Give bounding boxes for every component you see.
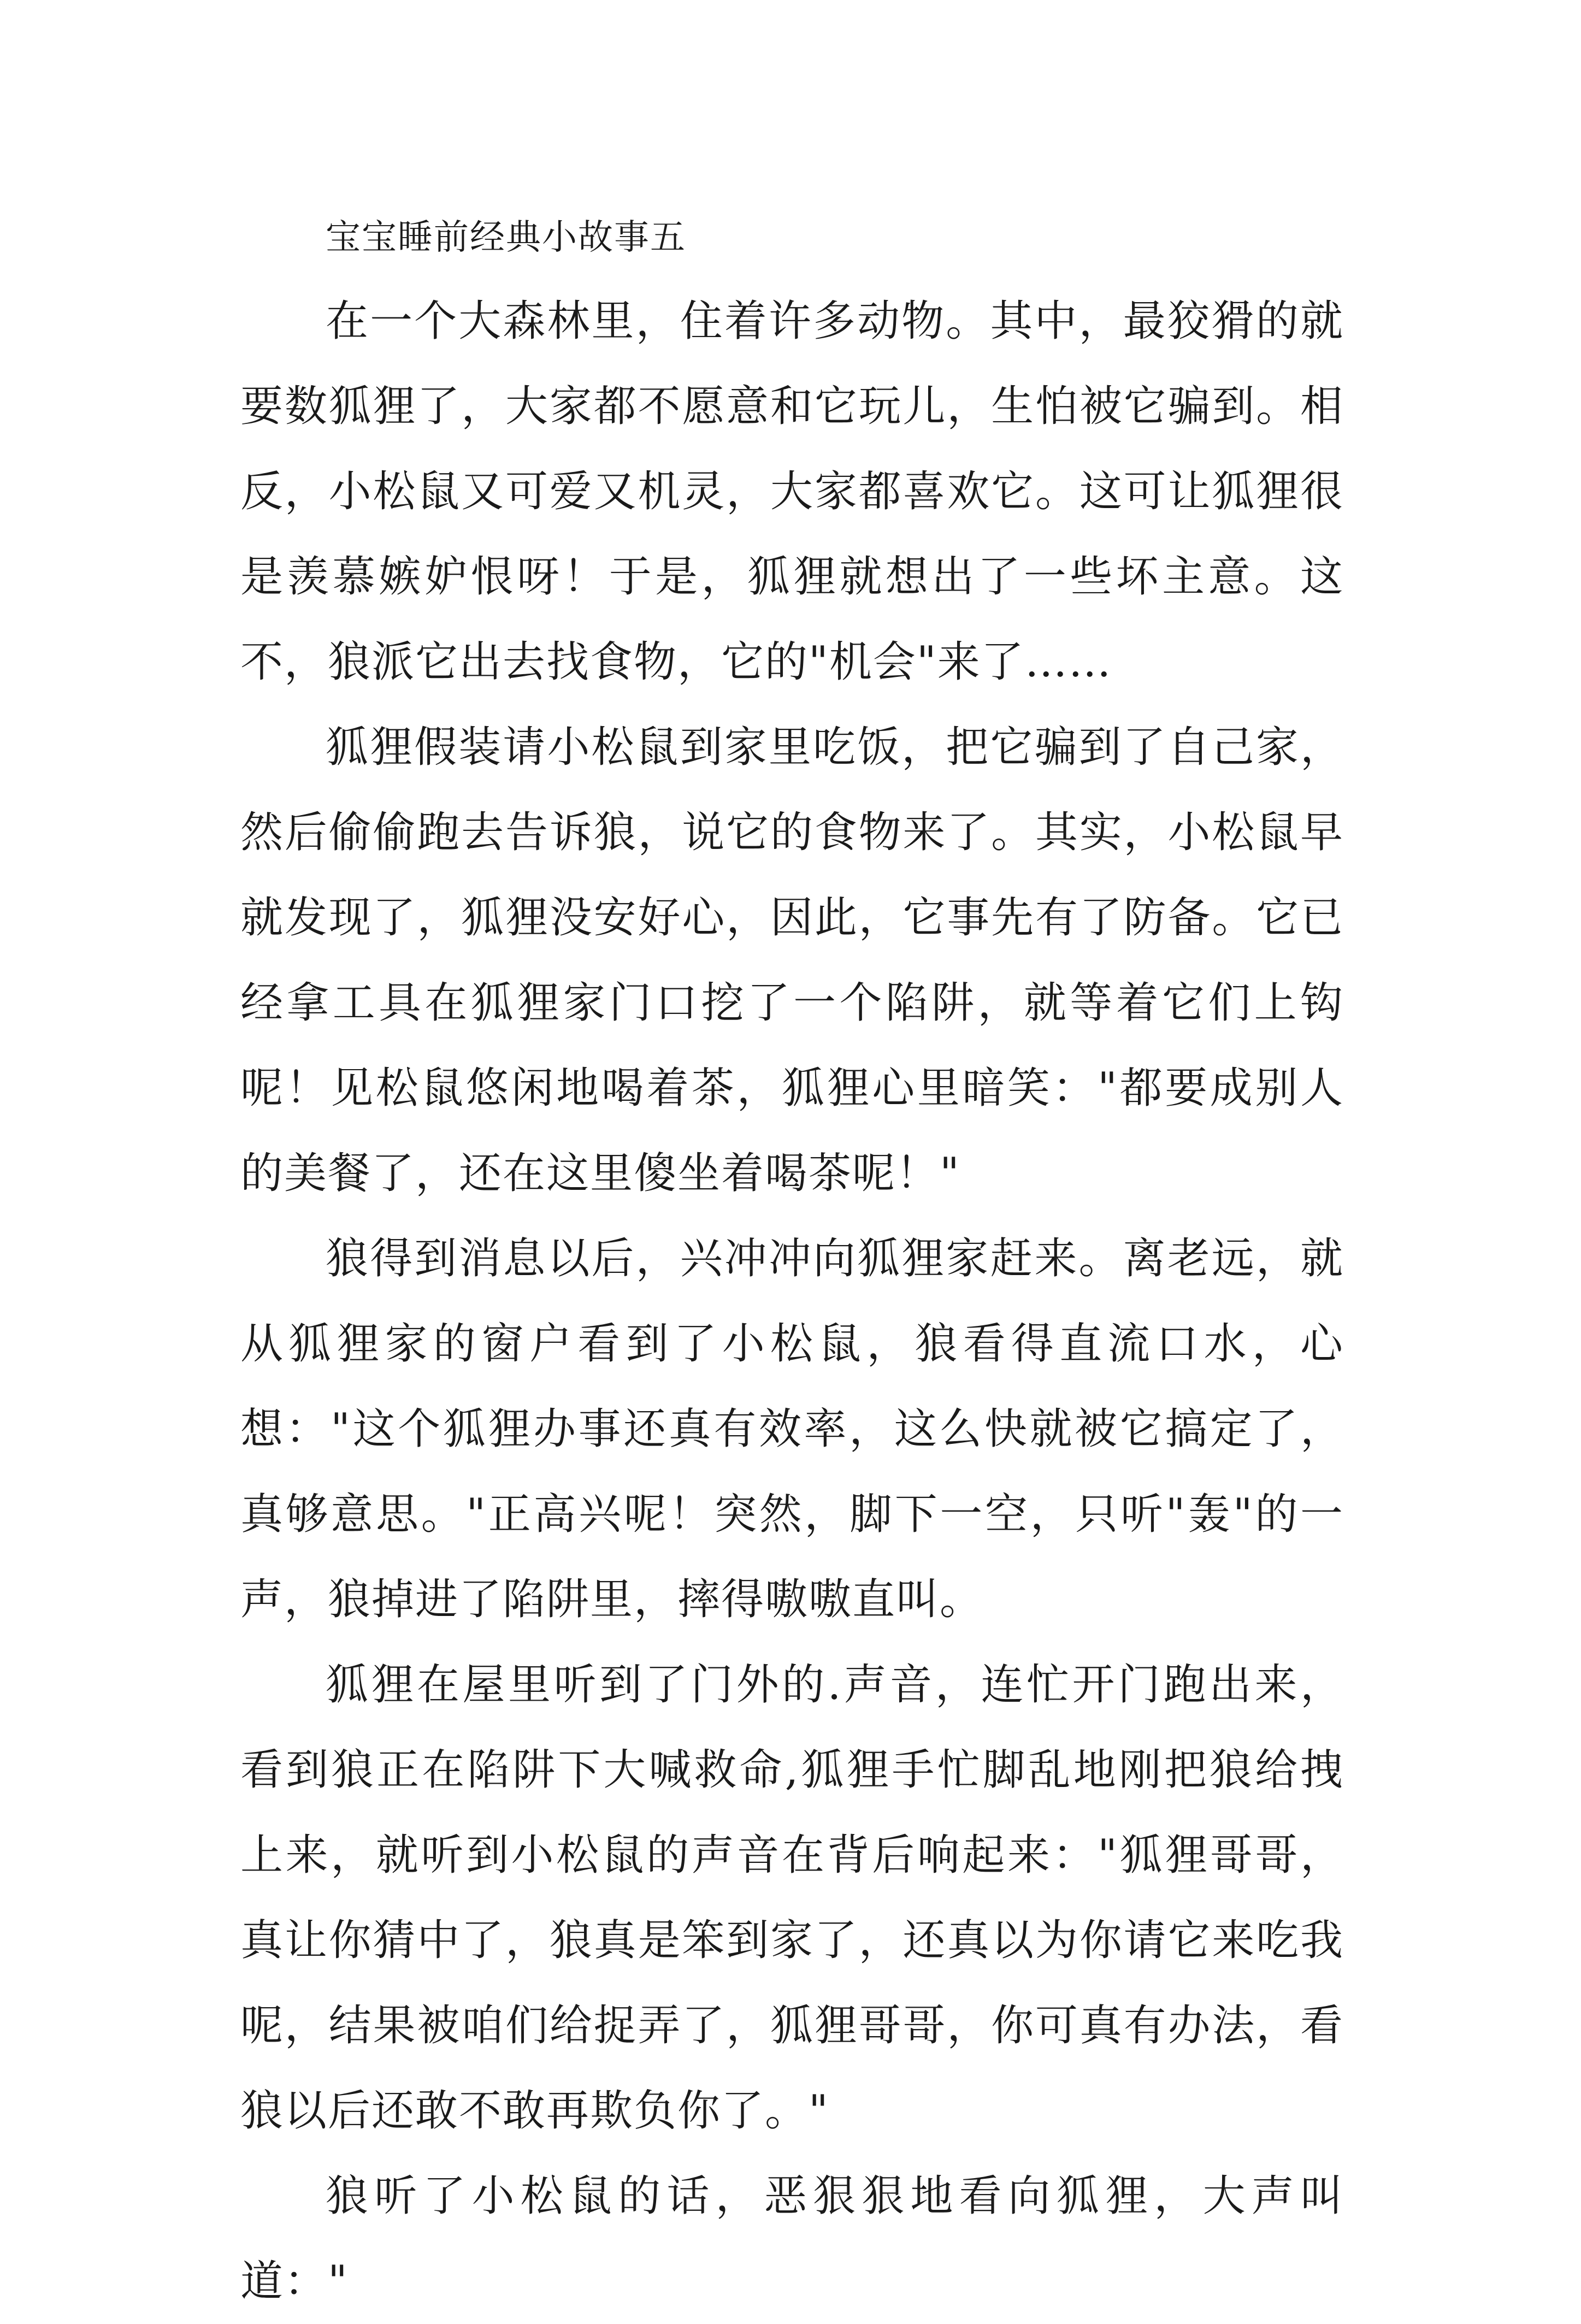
paragraph-4: 狐狸在屋里听到了门外的.声音，连忙开门跑出来，看到狼正在陷阱下大喊救命,狐狸手忙脚乱地刚把狼给拽上来，就听到小松鼠的声音在背后响起来："狐狸哥哥，真让你猜中了，狼真是笨到家了，还真以为你请它来吃我呢，结果被咱们给捉弄了，狐狸哥哥，你可真有办法，看狼以后还敢不敢再欺负你了。"	[240, 1660, 1344, 2136]
document-title: 宝宝睡前经典小故事五	[326, 217, 686, 258]
paragraph-5: 狼听了小松鼠的话，恶狠狠地看向狐狸，大声叫道："	[240, 2172, 1344, 2306]
paragraph-2: 狐狸假装请小松鼠到家里吃饭，把它骗到了自己家，然后偷偷跑去告诉狼，说它的食物来了。其实，小松鼠早就发现了，狐狸没安好心，因此，它事先有了防备。它已经拿工具在狐狸家门口挖了一个陷阱，就等着它们上钩呢！见松鼠悠闲地喝着茶，狐狸心里暗笑："都要成别人的美餐了，还在这里傻坐着喝茶呢！"	[240, 723, 1344, 1198]
paragraph-1: 在一个大森林里，住着许多动物。其中，最狡猾的就要数狐狸了，大家都不愿意和它玩儿，生怕被它骗到。相反，小松鼠又可爱又机灵，大家都喜欢它。这可让狐狸很是羡慕嫉妒恨呀！于是，狐狸就想出了一些坏主意。这不，狼派它出去找食物，它的"机会"来了……	[240, 297, 1344, 687]
document-body	[240, 197, 1344, 2324]
paragraph-3: 狼得到消息以后，兴冲冲向狐狸家赶来。离老远，就从狐狸家的窗户看到了小松鼠，狼看得直流口水，心想："这个狐狸办事还真有效率，这么快就被它搞定了，真够意思。"正高兴呢！突然，脚下一空，只听"轰"的一声，狼掉进了陷阱里，摔得嗷嗷直叫。	[240, 1234, 1344, 1624]
